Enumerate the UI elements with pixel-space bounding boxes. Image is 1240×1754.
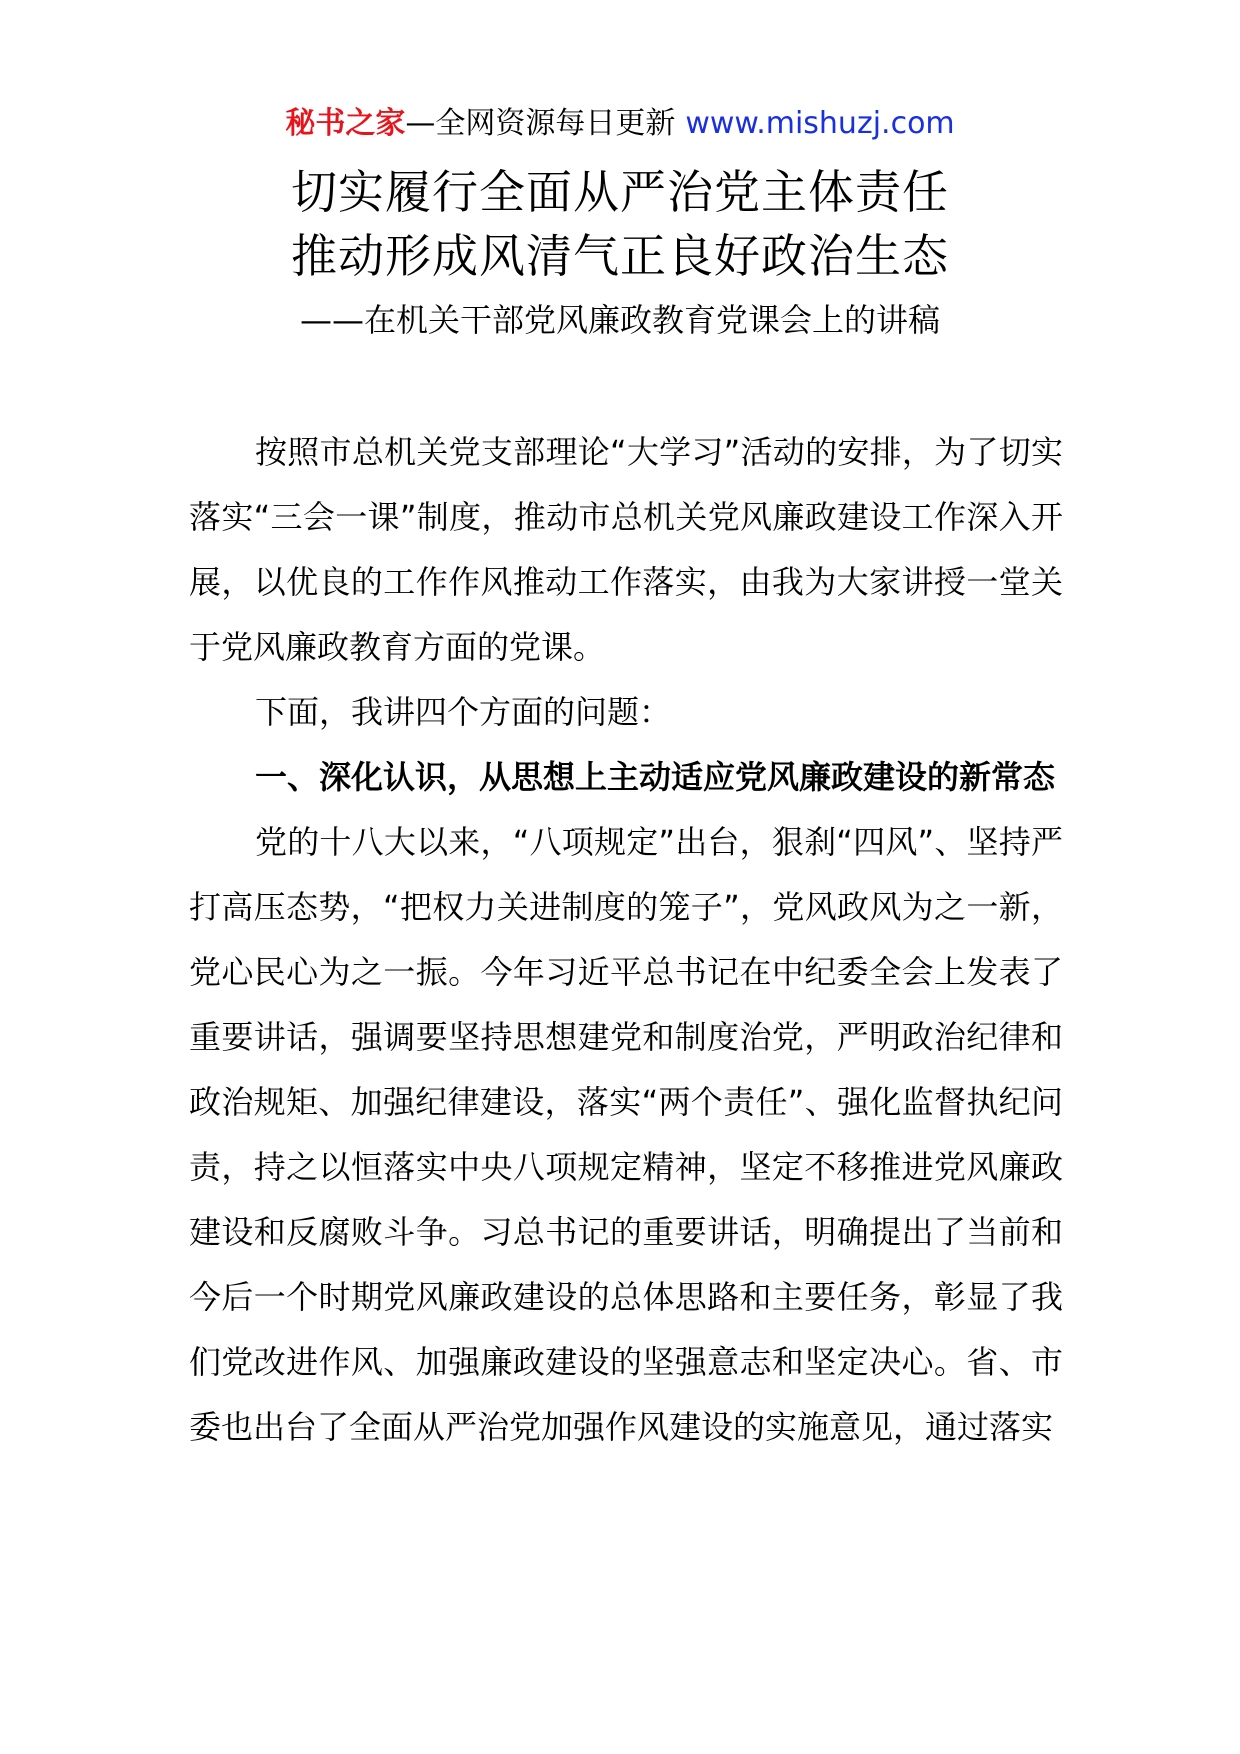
site-brand-name: 秘书之家 [285, 106, 406, 141]
body-paragraph-outline: 下面，我讲四个方面的问题： [255, 693, 672, 731]
site-slogan: —全网资源每日更新 [405, 106, 676, 141]
document-body [189, 420, 1063, 1640]
document-title-line-1: 切实履行全面从严治党主体责任 [291, 165, 949, 219]
body-paragraph-section-1: 党的十八大以来，“八项规定”出台，狠刹“四风”、坚持严打高压态势，“把权力关进制度的笼子”，党风政风为之一新，党心民心为之一振。今年习近平总书记在中纪委全会上发表了重要讲话，强调要坚持思想建党和制度治党，严明政治纪律和政治规矩、加强纪律建设，落实“两个责任”、强化监督执纪问责，持之以恒落实中央八项规定精神，坚定不移推进党风廉政建设和反腐败斗争。习总书记的重要讲话，明确提出了当前和今后一个时期党风廉政建设的总体思路和主要任务，彰显了我们党改进作风、加强廉政建设的坚强意志和坚定决心。省、市委也出台了全面从严治党加强作风建设的实施意见，通过落实 [189, 823, 1063, 1446]
body-paragraph-intro: 按照市总机关党支部理论“大学习”活动的安排，为了切实落实“三会一课”制度，推动市总机关党风廉政建设工作深入开展，以优良的工作作风推动工作落实，由我为大家讲授一堂关于党风廉政教育方面的党课。 [189, 433, 1063, 666]
document-subtitle: ——在机关干部党风廉政教育党课会上的讲稿 [299, 301, 940, 339]
document-title-line-2: 推动形成风清气正良好政治生态 [291, 229, 949, 283]
section-heading-1: 一、深化认识，从思想上主动适应党风廉政建设的新常态 [255, 758, 1056, 796]
site-url-link[interactable]: www.mishuzj.com [685, 106, 955, 141]
site-header-banner [0, 104, 1240, 144]
